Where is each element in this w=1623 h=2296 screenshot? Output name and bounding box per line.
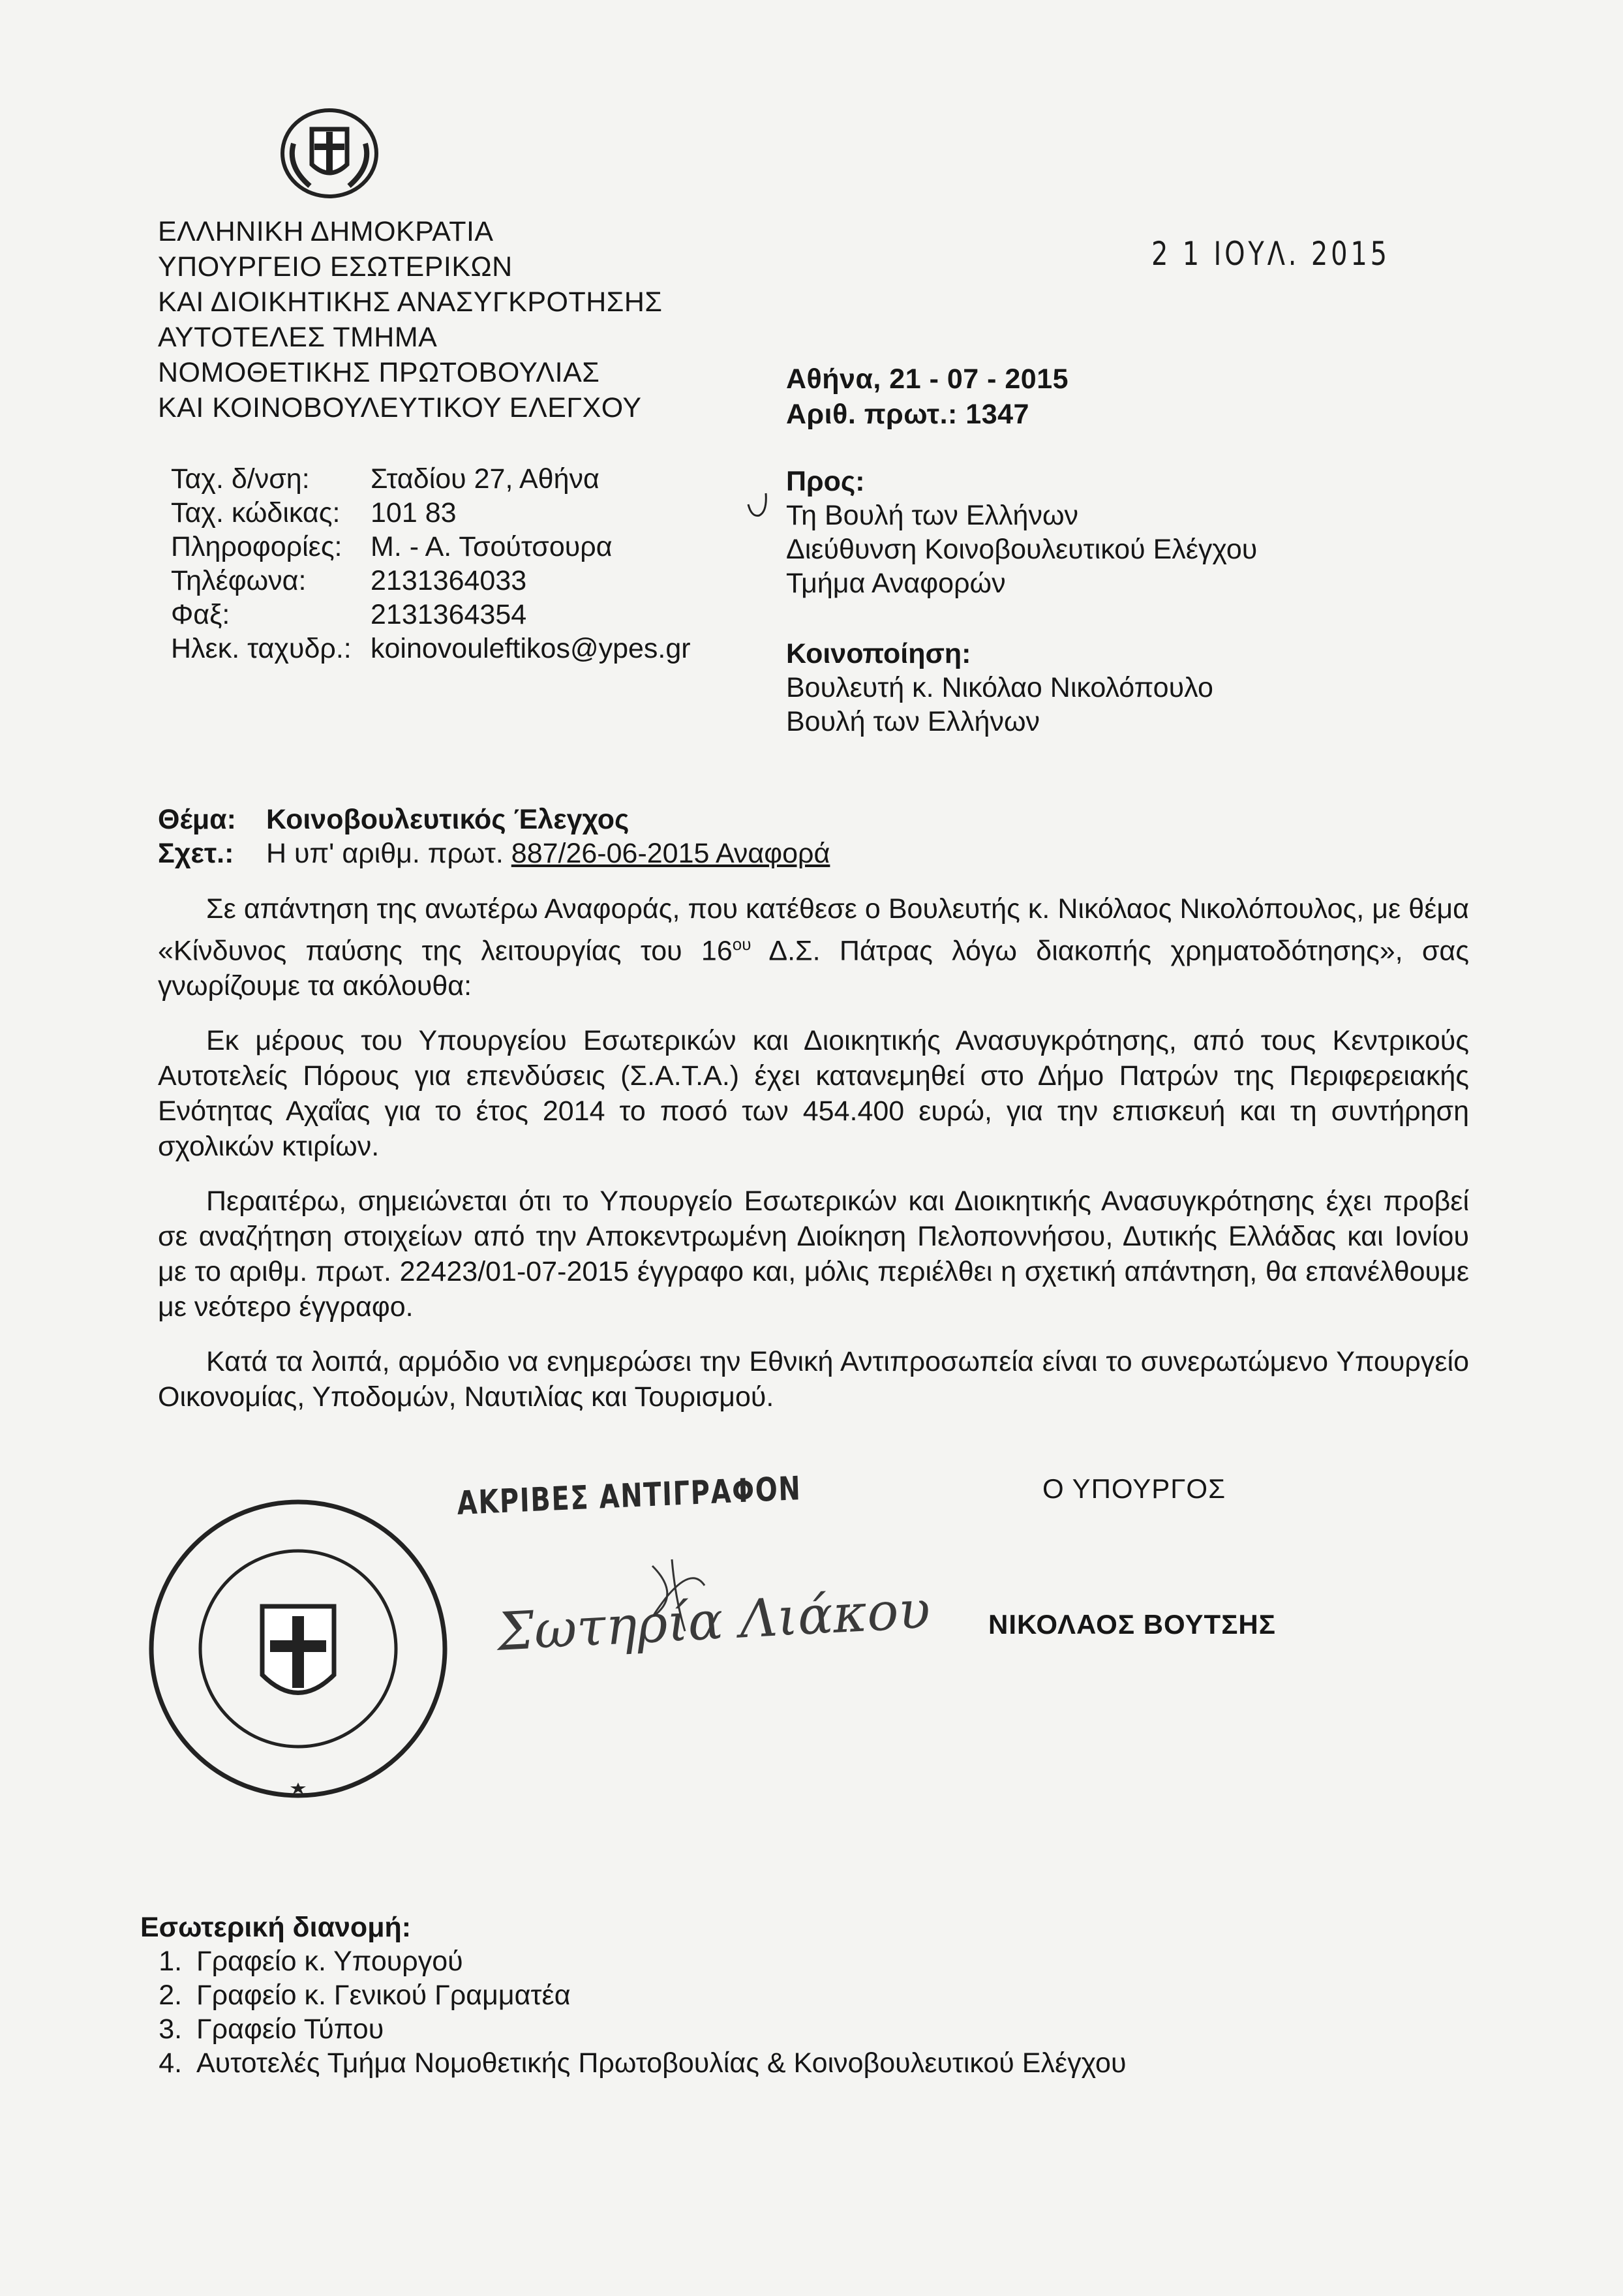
list-item: 3. Γραφείο Τύπου	[190, 2012, 1510, 2046]
contact-label: Φαξ:	[171, 599, 230, 630]
header-line: ΥΠΟΥΡΓΕΙΟ ΕΣΩΤΕΡΙΚΩΝ	[158, 251, 513, 283]
contact-row-email	[171, 632, 758, 666]
header-line: ΝΟΜΟΘΕΤΙΚΗΣ ΠΡΩΤΟΒΟΥΛΙΑΣ	[158, 357, 600, 388]
protocol-number: Αριθ. πρωτ.: 1347	[786, 399, 1029, 430]
contact-row-address	[171, 462, 758, 496]
ordinal-superscript: ου	[732, 934, 751, 954]
reference-text	[266, 836, 830, 870]
subject-label: Θέμα:	[158, 804, 236, 835]
cc-block	[786, 637, 1213, 739]
contact-row-info	[171, 530, 758, 564]
cc-line: Βουλή των Ελλήνων	[786, 706, 1040, 737]
place-date: Αθήνα, 21 - 07 - 2015	[786, 363, 1069, 395]
contact-value: 2131364033	[371, 565, 527, 596]
contact-value: koinovouleftikos@ypes.gr	[371, 633, 691, 664]
body-text-segment: Σε απάντηση της ανωτέρω Αναφοράς, που κατέθεσε ο Βουλευτής κ. Νικόλαος Νικολόπουλος, με θέμα «Κίνδυνος παύσης της λειτουργίας του 16	[158, 893, 1469, 967]
recipient-line: Διεύθυνση Κοινοβουλευτικού Ελέγχου	[786, 534, 1258, 565]
contact-value: Σταδίου 27, Αθήνα	[371, 463, 599, 495]
header-line: ΚΑΙ ΚΟΙΝΟΒΟΥΛΕΥΤΙΚΟΥ ΕΛΕΓΧΟΥ	[158, 392, 642, 423]
body-paragraph: Κατά τα λοιπά, αρμόδιο να ενημερώσει την Εθνική Αντιπροσωπεία είναι το συνερωτώμενο Υπουργείο Οικονομίας, Υποδομών, Ναυτιλίας και Τουρισμού.	[158, 1346, 1469, 1413]
certified-copy-stamp: ΑΚΡΙΒΕΣ ΑΝΤΙΓΡΑΦΟΝ	[457, 1469, 802, 1522]
distribution-list	[140, 1944, 1510, 2080]
received-date-stamp: 2 1 ΙΟΥΛ. 2015	[1151, 235, 1390, 273]
letter-body	[158, 891, 1469, 1434]
recipient-block	[786, 465, 1257, 600]
recipient-heading: Προς:	[786, 466, 865, 497]
signature-scribble-icon	[639, 1553, 718, 1638]
official-seal-icon	[145, 1495, 451, 1802]
body-paragraph: Εκ μέρους του Υπουργείου Εσωτερικών και Διοικητικής Ανασυγκρότησης, από τους Κεντρικούς Αυτοτελείς Πόρους για επενδύσεις (Σ.Α.Τ.Α.) έχει κατανεμηθεί στο Δήμο Πατρών της Περιφερειακής Ενότητας Αχαΐας για το έτος 2014 το ποσό των 454.400 ευρώ, για την επισκευή και τη συντήρηση σχολικών κτιρίων.	[158, 1025, 1469, 1163]
handwritten-name: Σωτηρία Λιάκου	[496, 1579, 932, 1662]
distribution-heading: Εσωτερική διανομή:	[140, 1912, 412, 1943]
contact-label: Πληροφορίες:	[171, 531, 342, 562]
contact-label: Ταχ. κώδικας:	[171, 497, 341, 528]
list-item: 4. Αυτοτελές Τμήμα Νομοθετικής Πρωτοβουλίας & Κοινοβουλευτικού Ελέγχου	[190, 2046, 1510, 2080]
signatory-title: Ο ΥΠΟΥΡΓΟΣ	[1042, 1473, 1226, 1504]
contact-row-fax	[171, 598, 758, 632]
recipient-line: Τμήμα Αναφορών	[786, 568, 1006, 599]
contact-value: 101 83	[371, 497, 457, 528]
body-paragraph	[158, 891, 1469, 1003]
subject-value: Κοινοβουλευτικός Έλεγχος	[266, 804, 629, 835]
handwritten-check-mark-icon	[745, 488, 771, 521]
contact-label: Ηλεκ. ταχυδρ.:	[171, 633, 352, 664]
reference-prefix: Η υπ' αριθμ. πρωτ.	[266, 838, 511, 869]
signatory-name: ΝΙΚΟΛΑΟΣ ΒΟΥΤΣΗΣ	[988, 1609, 1276, 1640]
cc-line: Βουλευτή κ. Νικόλαο Νικολόπουλο	[786, 672, 1213, 703]
cc-heading: Κοινοποίηση:	[786, 638, 971, 669]
header-line: ΕΛΛΗΝΙΚΗ ΔΗΜΟΚΡΑΤΙΑ	[158, 216, 494, 247]
body-text-segment: Δ.Σ. Πάτρας λόγω διακοπής χρηματοδότησης», σας γνωρίζουμε τα ακόλουθα:	[158, 935, 1469, 1002]
subject-block	[158, 803, 1463, 870]
list-item: 1. Γραφείο κ. Υπουργού	[190, 1944, 1510, 1978]
coat-of-arms-icon	[274, 104, 385, 202]
reference-value: 887/26-06-2015 Αναφορά	[511, 838, 830, 869]
reference-label: Σχετ.:	[158, 838, 234, 869]
contact-info	[171, 462, 758, 666]
contact-row-phone	[171, 564, 758, 598]
contact-value: Μ. - Α. Τσούτσουρα	[371, 531, 613, 562]
ministry-header	[158, 214, 662, 425]
header-line: ΑΥΤΟΤΕΛΕΣ ΤΜΗΜΑ	[158, 322, 438, 353]
contact-value: 2131364354	[371, 599, 527, 630]
internal-distribution	[140, 1910, 1510, 2080]
body-paragraph: Περαιτέρω, σημειώνεται ότι το Υπουργείο Εσωτερικών και Διοικητικής Ανασυγκρότησης έχει προβεί σε αναζήτηση στοιχείων από την Αποκεντρωμένη Διοίκηση Πελοποννήσου, Δυτικής Ελλάδας και Ιονίου με το αριθμ. πρωτ. 22423/01-07-2015 έγγραφο και, μόλις περιέλθει η σχετική απάντηση, θα επανέλθουμε με νεότερο έγγραφο.	[158, 1186, 1469, 1323]
header-line: ΚΑΙ ΔΙΟΙΚΗΤΙΚΗΣ ΑΝΑΣΥΓΚΡΟΤΗΣΗΣ	[158, 286, 663, 318]
contact-row-postcode	[171, 496, 758, 530]
recipient-line: Τη Βουλή των Ελλήνων	[786, 500, 1079, 531]
contact-label: Τηλέφωνα:	[171, 565, 307, 596]
contact-label: Ταχ. δ/νση:	[171, 463, 310, 495]
list-item: 2. Γραφείο κ. Γενικού Γραμματέα	[190, 1978, 1510, 2012]
